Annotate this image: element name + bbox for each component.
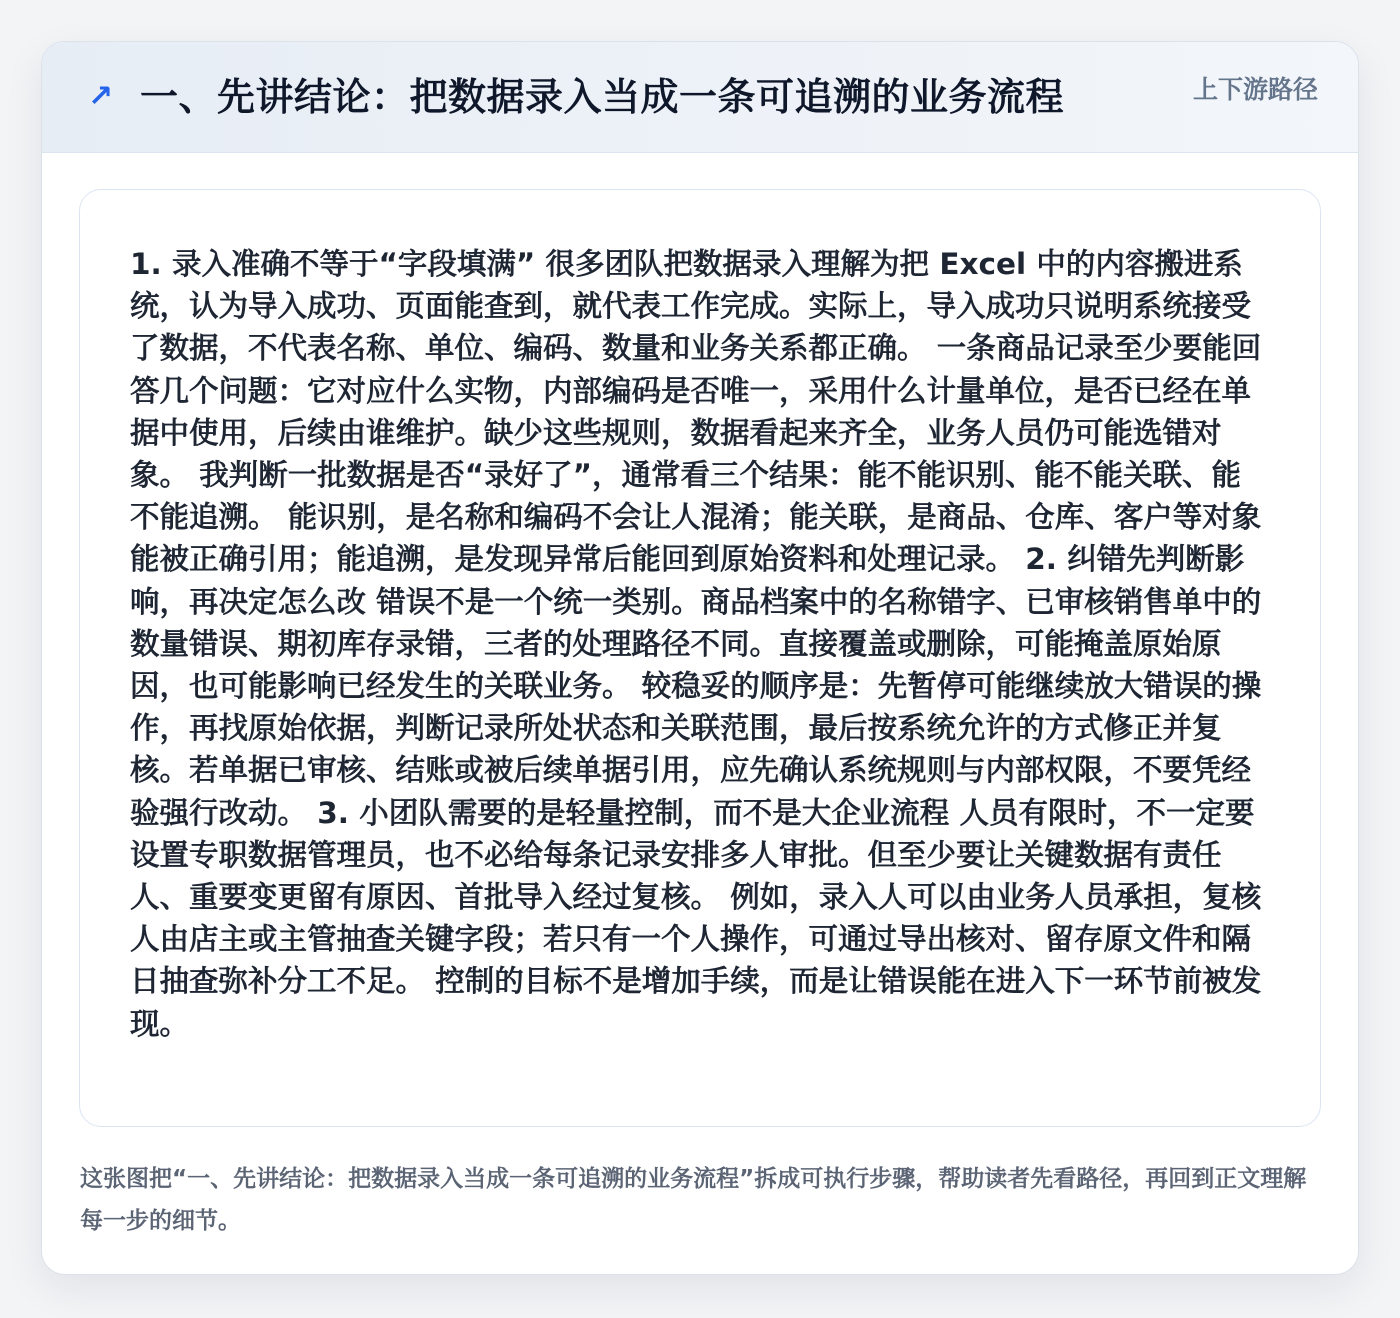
section-card	[41, 41, 1359, 1275]
arrow-up-right-icon: ↗	[88, 79, 114, 114]
content-box	[79, 189, 1321, 1127]
section-title: 一、先讲结论：把数据录入当成一条可追溯的业务流程	[140, 75, 1065, 119]
content-body: 1. 录入准确不等于“字段填满” 很多团队把数据录入理解为把 Excel 中的内容搬进系统，认为导入成功、页面能查到，就代表工作完成。实际上，导入成功只说明系统接受了数据，不代表名称、单位、编码、数量和业务关系都正确。 一条商品记录至少要能回答几个问题：它对应什么实物，内部编码是否唯一，采用什么计量单位，是否已经在单据中使用，后续由谁维护。缺少这些规则，数据看起来齐全，业务人员仍可能选错对象。 我判断一批数据是否“录好了”，通常看三个结果：能不能识别、能不能关联、能不能追溯。 能识别，是名称和编码不会让人混淆；能关联，是商品、仓库、客户等对象能被正确引用；能追溯，是发现异常后能回到原始资料和处理记录。 2. 纠错先判断影响，再决定怎么改 错误不是一个统一类别。商品档案中的名称错字、已审核销售单中的数量错误、期初库存录错，三者的处理路径不同。直接覆盖或删除，可能掩盖原始原因，也可能影响已经发生的关联业务。 较稳妥的顺序是：先暂停可能继续放大错误的操作，再找原始依据，判断记录所处状态和关联范围，最后按系统允许的方式修正并复核。若单据已审核、结账或被后续单据引用，应先确认系统规则与内部权限，不要凭经验强行改动。 3. 小团队需要的是轻量控制，而不是大企业流程 人员有限时，不一定要设置专职数据管理员，也不必给每条记录安排多人审批。但至少要让关键数据有责任人、重要变更留有原因、首批导入经过复核。 例如，录入人可以由业务人员承担，复核人由店主或主管抽查关键字段；若只有一个人操作，可通过导出核对、留存原文件和隔日抽查弥补分工不足。 控制的目标不是增加手续，而是让错误能在进入下一环节前被发现。	[130, 247, 1262, 1041]
header-tag: 上下游路径	[1192, 75, 1318, 104]
figure-caption: 这张图把“一、先讲结论：把数据录入当成一条可追溯的业务流程”拆成可执行步骤，帮助读者先看路径，再回到正文理解每一步的细节。	[80, 1166, 1307, 1234]
card-header	[42, 42, 1358, 153]
